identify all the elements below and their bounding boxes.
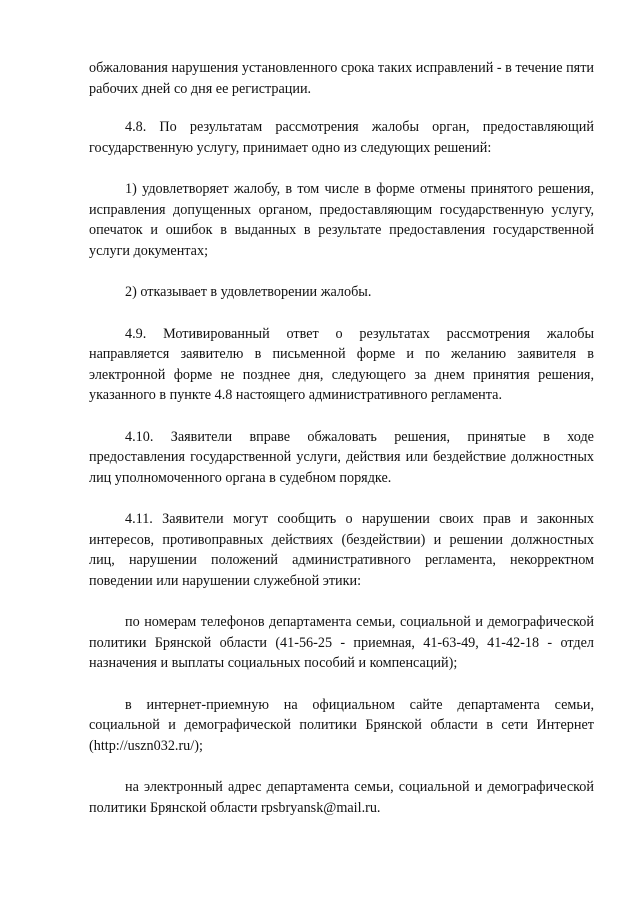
paragraph-4-9-reasoned-answer: 4.9. Мотивированный ответ о результатах рассмотрения жалобы направляется заявителю в письменной форме и по желанию заявителя в электронной форме не позднее дня, следующего за днем принятия решения, указанного в пункте 4.8 настоящего административного регламента.: [89, 325, 594, 403]
paragraph-email-address: на электронный адрес департамента семьи, социальной и демографической политики Брянской области rpsbryansk@mail.ru.: [89, 779, 594, 816]
paragraph-decision-satisfy: 1) удовлетворяет жалобу, в том числе в форме отмены принятого решения, исправления допущенных органом, предоставляющим государственную услугу, опечаток и ошибок в выданных в результате предоставления государственной услуги документах;: [89, 181, 594, 259]
paragraph-4-10-court-appeal: 4.10. Заявители вправе обжаловать решения, принятые в ходе предоставления государственной услуги, действия или бездействие должностных лиц уполномоченного органа в судебном порядке.: [89, 428, 594, 486]
paragraph-decision-refuse: 2) отказывает в удовлетворении жалобы.: [125, 284, 372, 300]
paragraph-phone-numbers: по номерам телефонов департамента семьи, социальной и демографической политики Брянской области (41-56-25 - приемная, 41-63-49, 41-42-18 - отдел назначения и выплаты социальных пособий и компенсаций);: [89, 614, 594, 671]
paragraph-4-11-report-violations: 4.11. Заявители могут сообщить о нарушении своих прав и законных интересов, противоправных действиях (бездействии) и решении должностных лиц, нарушении положений административного регламента, некорректном поведении или нарушении служебной этики:: [89, 511, 594, 589]
paragraph-complaint-deadline-continuation: обжалования нарушения установленного срока таких исправлений - в течение пяти рабочих дней со дня ее регистрации.: [89, 60, 594, 97]
paragraph-4-8-decisions: 4.8. По результатам рассмотрения жалобы орган, предоставляющий государственную услугу, принимает одно из следующих решений:: [89, 119, 594, 156]
document-page: [89, 58, 594, 839]
paragraph-internet-reception: в интернет-приемную на официальном сайте департамента семьи, социальной и демографической политики Брянской области в сети Интернет (http://uszn032.ru/);: [89, 696, 594, 754]
